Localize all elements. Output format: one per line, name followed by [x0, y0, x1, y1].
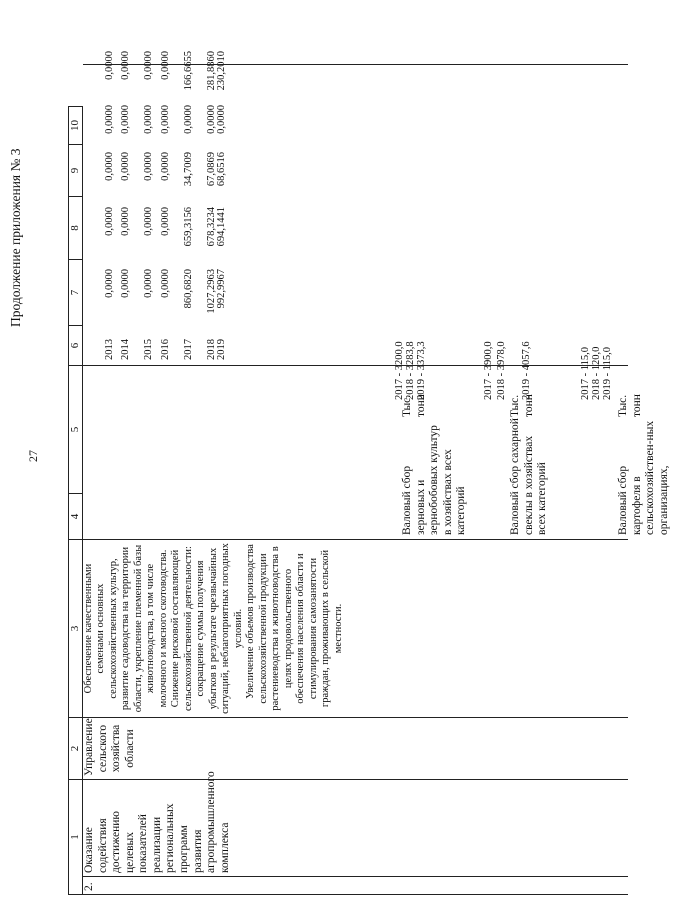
- year-cell: 2017: [183, 339, 194, 360]
- value-cell: 0,0000: [183, 105, 194, 134]
- plan-value: 2017 - 3900,0: [483, 341, 494, 400]
- year-cell: 2015: [143, 339, 154, 360]
- value-cell: 0,0000: [104, 207, 115, 236]
- header-cell-8: 8: [69, 197, 83, 260]
- page-number: 27: [26, 450, 40, 462]
- indicator-unit: Тыс. тонн: [617, 394, 643, 417]
- year-cell: 2013: [104, 339, 115, 360]
- plan-value: 2019 - 3373,3: [416, 341, 428, 400]
- value-cell: 0,0000: [143, 105, 154, 134]
- value-cell: 0,0000: [104, 152, 115, 181]
- row-number: 2.: [83, 877, 628, 895]
- header-cell-3: 3: [69, 540, 83, 718]
- plan-value: 2019 - 4057,6: [521, 341, 533, 400]
- indicator-name: Валовый сбор сахарной свеклы в хозяйствах всех категорий: [509, 418, 549, 535]
- description-paragraph: Обеспечение качественными семенами основных сельскохозяйственных культур, развитие садоводства на территории области, укрепление племенной базы животноводства, в том числе молочного и мясного скотоводства. Снижение рисковой составляющей сельскохозяйственной деятельности: сокращение суммы получения убытков в результате чрезвычайных ситуаций, неблагоприятных погодных условий.: [83, 543, 244, 714]
- value-cell: 0,0000: [160, 269, 171, 298]
- value-cell: 0,0000: [120, 105, 131, 134]
- header-cell-4: 4: [69, 494, 83, 540]
- value-cell: 0,0000: [120, 152, 131, 181]
- value-cell: 0,0000: [104, 105, 115, 134]
- header-cell-10: 10: [69, 107, 83, 145]
- value-cell: 0,0000: [143, 152, 154, 181]
- value-cell: 992,9967: [216, 269, 227, 309]
- header-cell-9: 9: [69, 145, 83, 197]
- plan-value: 2018 - 3283,8: [405, 341, 417, 400]
- value-cell: 0,0000: [104, 269, 115, 298]
- header-cell-7: 7: [69, 260, 83, 326]
- plan-value: 2018 - 120,0: [591, 346, 603, 400]
- value-cell: 0,0000: [216, 105, 227, 134]
- description-paragraph: Увеличение объемов производства сельскохозяйственной продукции растениеводства и животноводства в целях продовольственного обеспечения населения области и стимулирования самозанятости граждан, проживающих в сельской местности.: [245, 544, 344, 711]
- indicator-name: Валовый сбор картофеля в сельскохозяйствен-ных организациях,: [617, 420, 670, 535]
- value-cell: 678,3234: [206, 207, 217, 247]
- indicator-unit: Тыс. тонн: [401, 394, 427, 417]
- responsible-cell: Управление сельского хозяйства области: [83, 718, 628, 780]
- value-cell: 694,1441: [216, 207, 227, 247]
- value-cell: 0,0000: [160, 105, 171, 134]
- year-cell: 2016: [160, 339, 171, 360]
- value-cell: 0,0000: [120, 207, 131, 236]
- measure-cell: Оказание содействия достижению целевых показателей реализации региональных программ развития агропромышленного комплекса: [83, 780, 628, 877]
- value-cell: 0,0000: [104, 51, 115, 80]
- value-cell: 0,0000: [143, 269, 154, 298]
- plan-value: 2017 - 115,0: [580, 347, 591, 400]
- value-cell: 0,0000: [160, 51, 171, 80]
- value-cell: 0,0000: [120, 51, 131, 80]
- value-cell: 0,0000: [160, 207, 171, 236]
- value-cell: 0,0000: [120, 269, 131, 298]
- description-cell: [83, 540, 628, 718]
- year-cell: 2018: [206, 339, 217, 360]
- value-cell: 0,0000: [160, 152, 171, 181]
- header-cell-1: 1: [69, 780, 83, 895]
- indicators-cell: [83, 366, 670, 540]
- indicator-unit: Тыс. тонн: [509, 394, 535, 417]
- value-cell: 0,0000: [206, 105, 217, 134]
- value-cell: 281,8860: [206, 51, 217, 91]
- value-cell: 0,0000: [143, 207, 154, 236]
- value-cell: 67,0869: [206, 152, 217, 187]
- value-cell: 1027,2963: [206, 269, 217, 314]
- header-cell-5: 5: [69, 366, 83, 494]
- value-cell: 0,0000: [143, 51, 154, 80]
- header-cell-2: 2: [69, 718, 83, 780]
- value-cell: 34,7009: [183, 152, 194, 187]
- indicator-name: Валовый сбор зерновых и зернобобовых культур в хозяйствах всех категорий: [401, 425, 468, 535]
- value-cell: 659,3156: [183, 207, 194, 247]
- indicator-item: [617, 365, 671, 535]
- header-cell-6: 6: [69, 326, 83, 366]
- plan-value: 2017 - 3200,0: [394, 341, 405, 400]
- header-row: [69, 36, 83, 895]
- value-cell: 166,6655: [183, 51, 194, 91]
- year-cell: 2019: [216, 339, 227, 360]
- value-cell: 860,6820: [183, 269, 194, 309]
- continuation-heading: Продолжение приложения № 3: [8, 148, 23, 327]
- plan-value: 2019 - 115,0: [602, 347, 614, 400]
- value-cell: 68,6516: [216, 152, 227, 187]
- value-cell: 230,2010: [216, 51, 227, 91]
- plan-value: 2018 - 3978,0: [496, 341, 508, 400]
- year-cell: 2014: [120, 339, 131, 360]
